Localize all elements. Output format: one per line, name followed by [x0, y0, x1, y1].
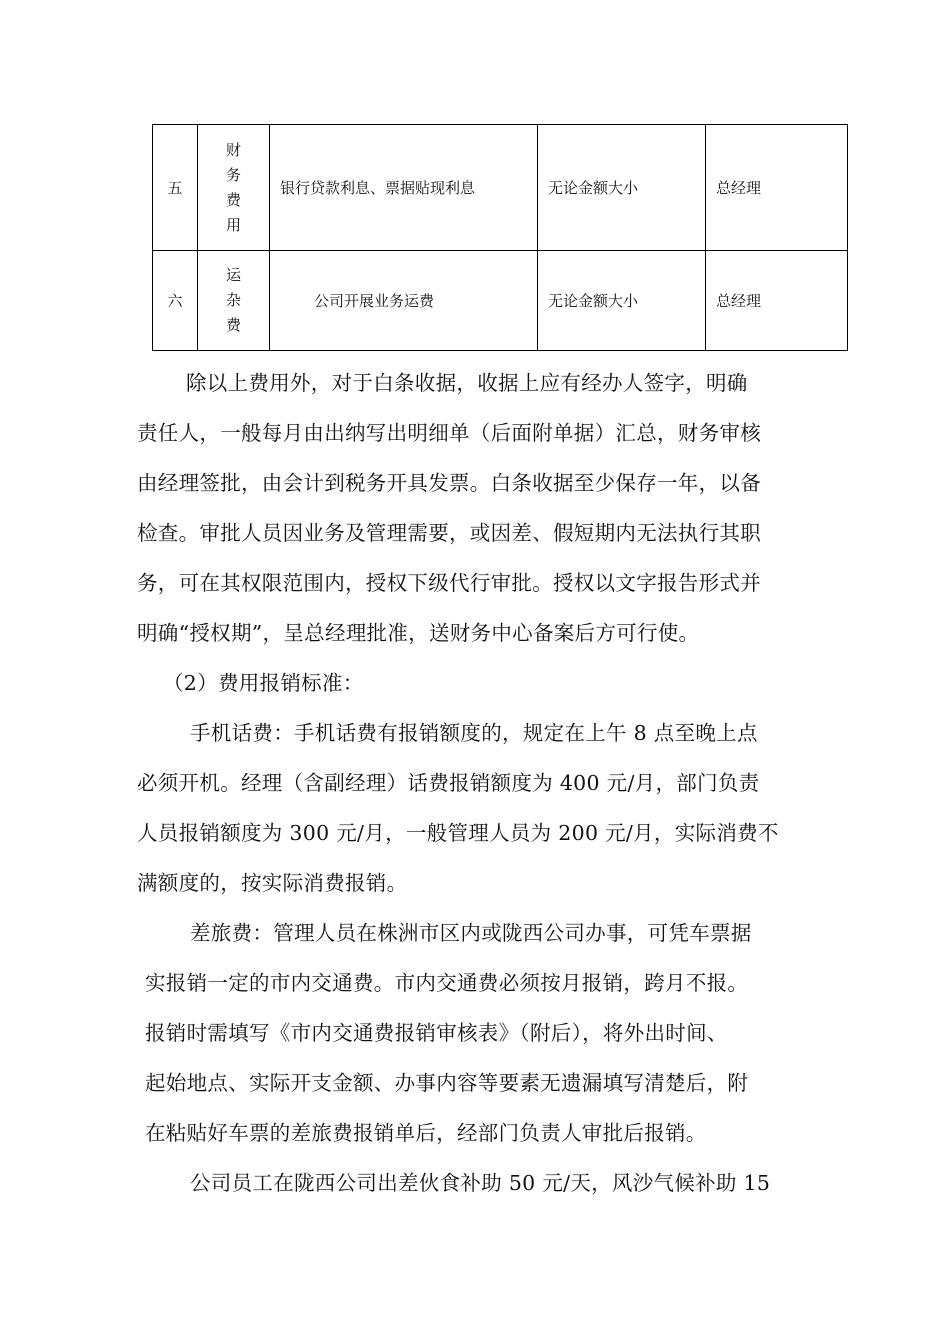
paragraph-line: 公司员工在陇西公司出差伙食补助 50 元/天，风沙气候补助 15 [190, 1171, 771, 1195]
table-row [153, 251, 848, 351]
expense-item: 银行贷款利息、票据贴现利息 [270, 125, 538, 251]
paragraph-line: 务，可在其权限范围内，授权下级代行审批。授权以文字报告形式并 [137, 571, 761, 595]
expense-item: 公司开展业务运费 [270, 251, 538, 351]
table-row [153, 125, 848, 251]
category-label: 财务费用 [226, 140, 242, 234]
paragraph-line: 手机话费：手机话费有报销额度的，规定在上午 8 点至晚上点 [190, 721, 758, 745]
paragraph-line: 差旅费：管理人员在株洲市区内或陇西公司办事，可凭车票据 [190, 921, 752, 945]
paragraph-line: 实报销一定的市内交通费。市内交通费必须按月报销，跨月不报。 [145, 971, 749, 995]
paragraph-line: 在粘贴好车票的差旅费报销单后，经部门负责人审批后报销。 [145, 1121, 707, 1145]
row-number: 六 [153, 251, 198, 351]
paragraph-line: 检查。审批人员因业务及管理需要，或因差、假短期内无法执行其职 [137, 521, 761, 545]
amount-limit: 无论金额大小 [538, 251, 706, 351]
amount-limit: 无论金额大小 [538, 125, 706, 251]
paragraph-line: 满额度的，按实际消费报销。 [137, 871, 408, 895]
expense-approval-table [152, 124, 848, 351]
expense-category [198, 125, 270, 251]
category-label: 运杂费 [226, 266, 242, 334]
paragraph-line: 除以上费用外，对于白条收据，收据上应有经办人签字，明确 [186, 371, 748, 395]
paragraph-line: 起始地点、实际开支金额、办事内容等要素无遗漏填写清楚后，附 [145, 1071, 749, 1095]
paragraph-line: 由经理签批，由会计到税务开具发票。白条收据至少保存一年，以备 [137, 471, 761, 495]
paragraph-line: 人员报销额度为 300 元/月，一般管理人员为 200 元/月，实际消费不 [137, 821, 779, 845]
expense-category [198, 251, 270, 351]
approver: 总经理 [706, 125, 848, 251]
paragraph-line: 明确“授权期”，呈总经理批准，送财务中心备案后方可行使。 [137, 621, 700, 645]
section-heading: （2）费用报销标准： [163, 671, 364, 695]
approver: 总经理 [706, 251, 848, 351]
row-number: 五 [153, 125, 198, 251]
paragraph-line: 必须开机。经理（含副经理）话费报销额度为 400 元/月，部门负责 [137, 771, 760, 795]
paragraph-line: 责任人，一般每月由出纳写出明细单（后面附单据）汇总，财务审核 [137, 421, 761, 445]
paragraph-line: 报销时需填写《市内交通费报销审核表》（附后），将外出时间、 [145, 1021, 728, 1045]
